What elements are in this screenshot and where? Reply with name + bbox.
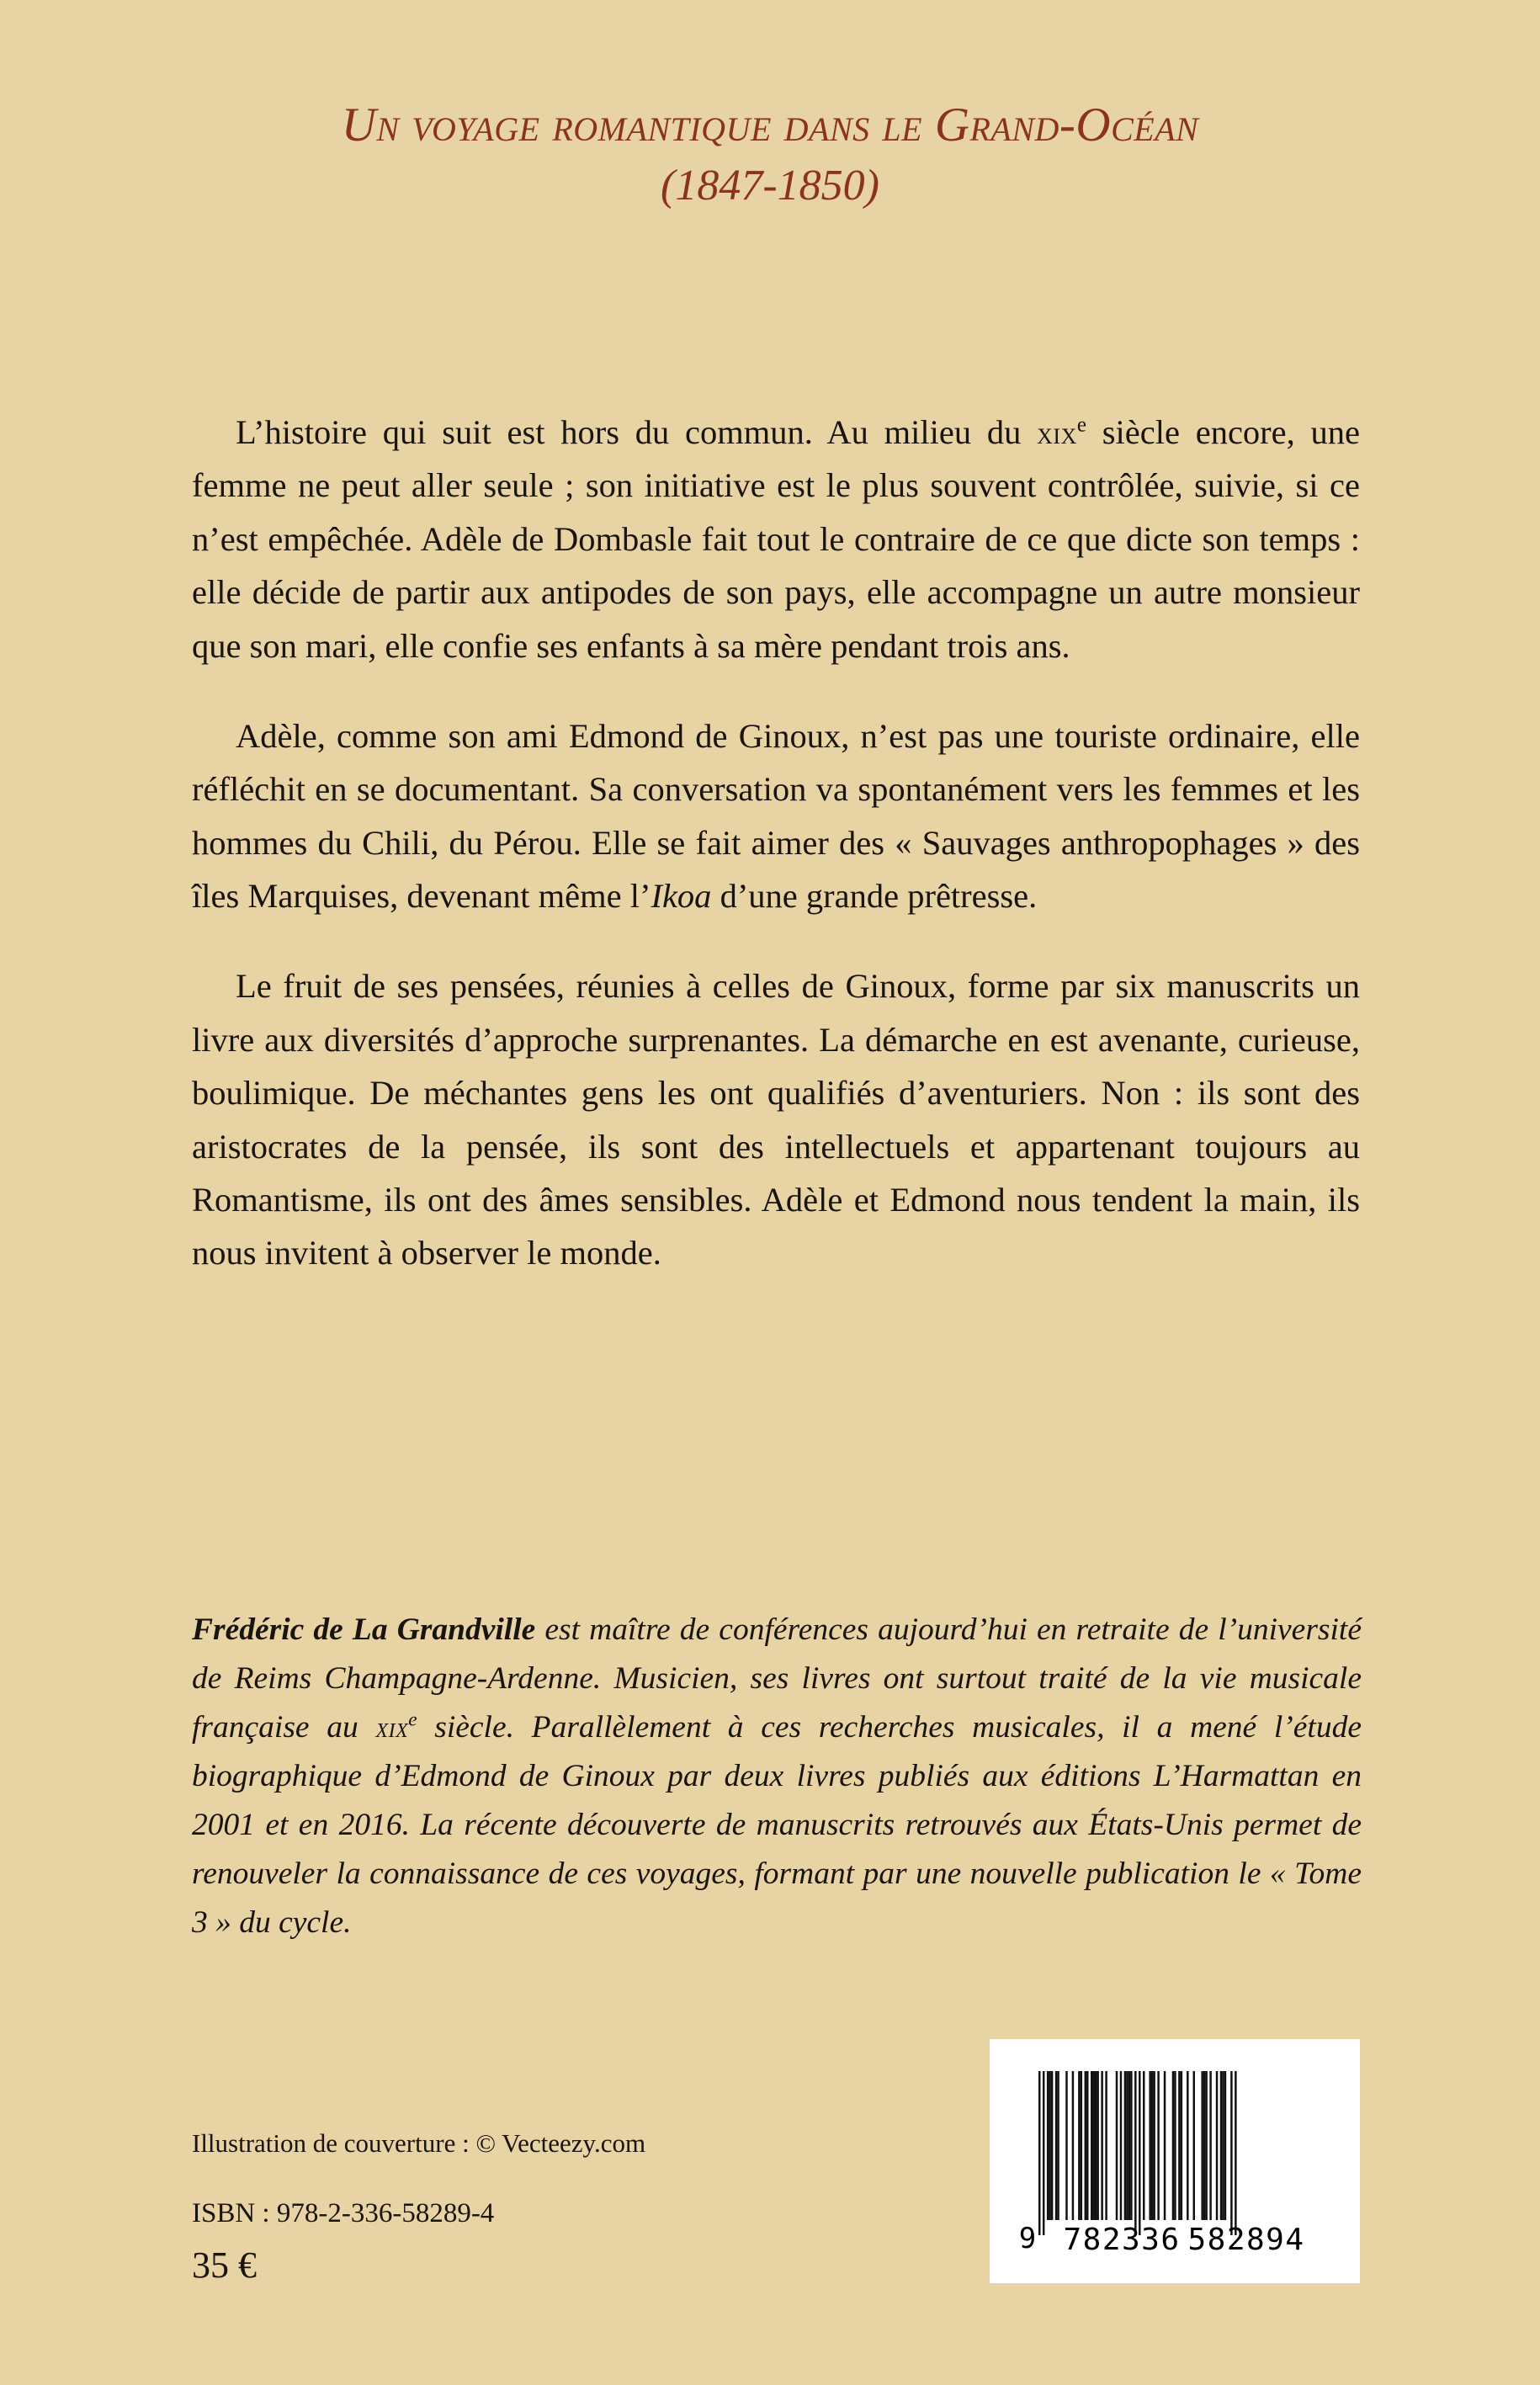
bio-text-b: siècle. Parallèlement à ces recherches musicales, il a mené l’étude biographique d’Edmond de Ginoux par deux livres publiés aux éditions L’Harmattan en 2001 et en 2016. La récente découverte de manuscrits retrouvés aux États-Unis permet de renouveler la connaissance de ces voyages, formant par une nouvelle publication le « Tome 3 » du cycle. — [192, 1709, 1362, 1940]
illustration-credit: Illustration de couverture : © Vecteezy.com — [192, 2128, 646, 2158]
isbn-text: ISBN : 978-2-336-58289-4 — [192, 2198, 495, 2229]
title-block — [0, 99, 1540, 209]
blurb-p1-text-b: siècle encore, une femme ne peut aller seule ; son initiative est le plus souvent contrôlée, suivie, si ce n’est empêchée. Adèle de Dombasle fait tout le contraire de ce que dicte son temps : elle décide de partir aux antipodes de son pays, elle accompagne un autre monsieur que son mari, elle confie ses enfants à sa mère pendant trois ans. — [192, 413, 1360, 665]
blurb-p2-italic-term: Ikoa — [651, 877, 712, 915]
author-name: Frédéric de La Grandville — [192, 1612, 536, 1647]
blurb-p1-century-suffix: e — [1076, 413, 1087, 437]
blurb-paragraph-3: Le fruit de ses pensées, réunies à celles de Ginoux, forme par six manuscrits un livre aux diversités d’approche surprenantes. La démarche en est avenante, curieuse, boulimique. De méchantes gens les ont qualifiés d’aventuriers. Non : ils sont des aristocrates de la pensée, ils sont des intellectuels et appartenant toujours au Romantisme, ils ont des âmes sensibles. Adèle et Edmond nous tendent la main, ils nous invitent à observer le monde. — [192, 967, 1360, 1272]
blurb-p1-century: xix — [1037, 417, 1077, 450]
author-bio — [192, 1606, 1362, 1947]
price-text: 35 € — [192, 2244, 257, 2286]
blurb-p2-text-a: Adèle, comme son ami Edmond de Ginoux, n’est pas une touriste ordinaire, elle réfléchit en se documentant. Sa conversation va spontanément vers les femmes et les hommes du Chili, du Pérou. Elle se fait aimer des « Sauvages anthropophages » des îles Marquises, devenant même l’ — [192, 716, 1360, 915]
bio-text-a: est maître de conférences aujourd’hui en retraite de l’université de Reims Champagne-Ardenne. Musicien, ses livres ont surtout traité de la vie musicale française au — [192, 1612, 1362, 1745]
page-title: Un voyage romantique dans le Grand-Océan — [341, 98, 1199, 151]
blurb-p2-text-b: d’une grande prêtresse. — [711, 877, 1038, 915]
barcode-digits-left: 782336 — [1063, 2223, 1181, 2257]
blurb-paragraph-1 — [192, 406, 1360, 672]
barcode-digits-right: 582894 — [1187, 2223, 1305, 2257]
title-date-range: (1847-1850) — [661, 161, 879, 210]
barcode-svg — [990, 2039, 1360, 2283]
blurb-paragraph-2 — [192, 709, 1360, 923]
blurb-section — [192, 406, 1360, 1280]
isbn-barcode — [990, 2039, 1360, 2283]
footer-meta — [192, 2127, 882, 2287]
bio-century: xix — [375, 1712, 409, 1744]
bio-century-suffix: e — [408, 1708, 417, 1731]
barcode-digit-leading: 9 — [1018, 2222, 1037, 2255]
blurb-p1-text-a: L’histoire qui suit est hors du commun. Au milieu du — [236, 413, 1038, 451]
